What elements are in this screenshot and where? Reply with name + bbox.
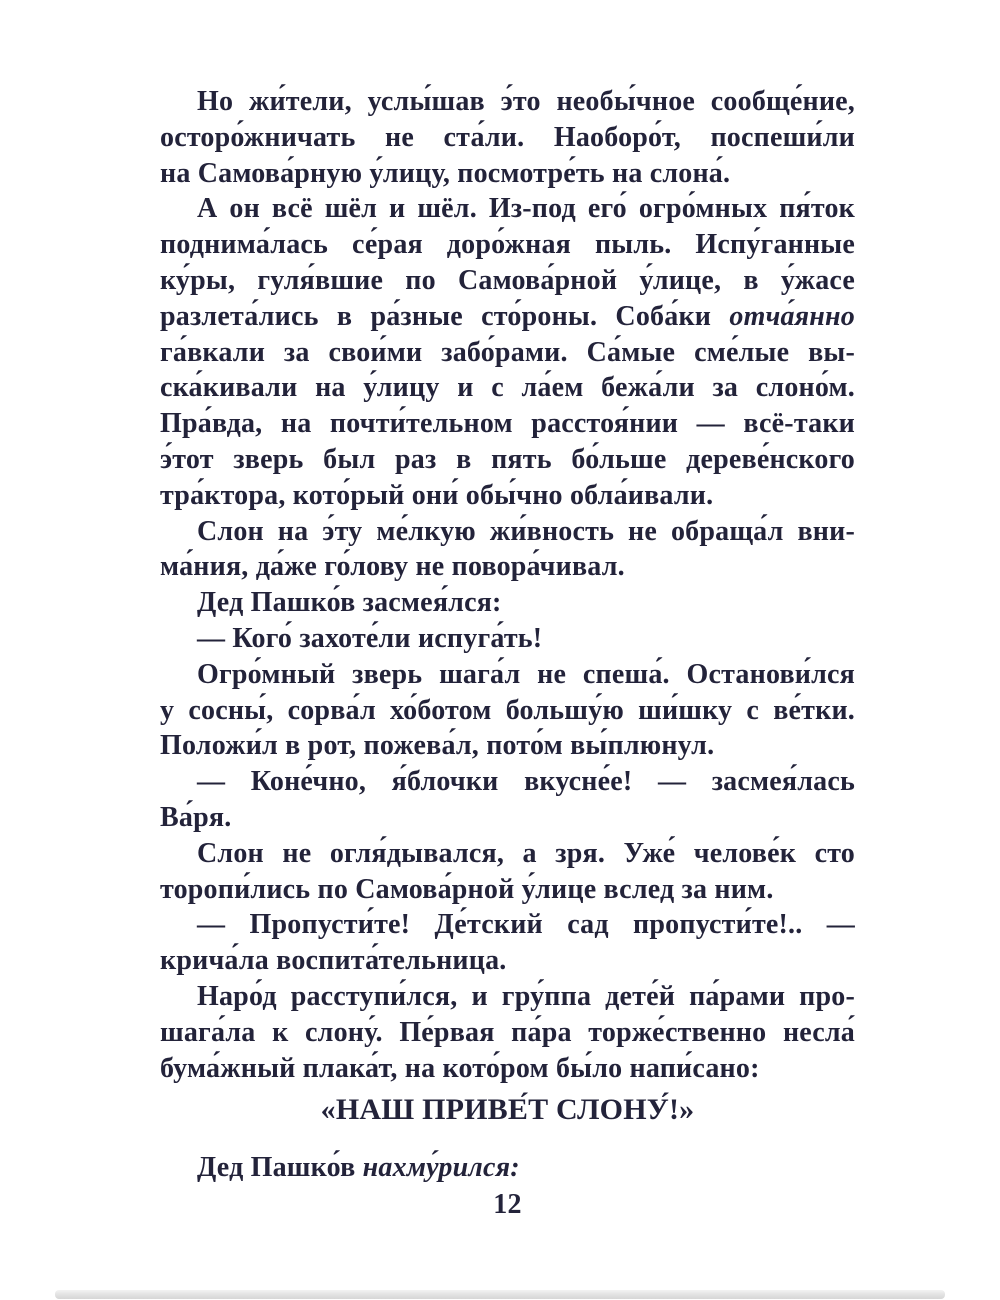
text-body — [160, 84, 855, 1223]
text-line — [160, 1015, 855, 1051]
regular-text: шага́ла к слону́. Пе́рвая па́ра торже́ственно несла́ — [160, 1016, 855, 1048]
text-line — [160, 943, 855, 979]
italic-text: нахму́рился: — [362, 1152, 520, 1184]
regular-text: — Коне́чно, я́блочки вкусне́е! — засмея́лась — [197, 766, 855, 798]
regular-text: га́вкали за свои́ми забо́рами. Са́мые сме́лые вы- — [160, 336, 855, 368]
regular-text: Положи́л в рот, пожева́л, пото́м вы́плюнул. — [160, 730, 715, 762]
paragraphs-bottom — [160, 1150, 855, 1186]
text-line — [160, 585, 855, 621]
poster-banner-text: «НАШ ПРИВЕ́Т СЛОНУ́!» — [320, 1093, 695, 1127]
italic-text: отча́янно — [729, 300, 855, 332]
text-line — [160, 514, 855, 550]
regular-text: Огро́мный зверь шага́л не спеша́. Останови́лся — [197, 658, 855, 690]
regular-text: торопи́лись по Самова́рной у́лице вслед за ним. — [160, 873, 774, 905]
text-line — [160, 478, 855, 514]
regular-text: тра́ктора, кото́рый они́ обы́чно обла́ивали. — [160, 479, 714, 511]
regular-text: у сосны́, сорва́л хо́ботом большу́ю ши́шку с ве́тки. — [160, 694, 855, 726]
text-line — [160, 836, 855, 872]
regular-text: Слон на э́ту ме́лкую жи́вность не обраща́л вни- — [197, 515, 855, 547]
text-line — [160, 442, 855, 478]
regular-text: поднима́лась се́рая доро́жная пыль. Испу́ганные — [160, 229, 855, 261]
regular-text: — Пропусти́те! Де́тский сад пропусти́те!.. — — [197, 909, 855, 941]
regular-text: на Самова́рную у́лицу, посмотре́ть на слона́. — [160, 157, 731, 189]
text-line — [160, 1051, 855, 1087]
text-line — [160, 872, 855, 908]
text-line — [160, 764, 855, 800]
text-line — [160, 370, 855, 406]
regular-text: ма́ния, да́же го́лову не повора́чивал. — [160, 551, 625, 583]
page-number: 12 — [493, 1188, 522, 1220]
regular-text: Пра́вда, на почти́тельном расстоя́нии — всё-таки — [160, 408, 855, 440]
text-line — [160, 657, 855, 693]
regular-text: А он всё шёл и шёл. Из-под его́ огро́мных пя́ток — [197, 193, 855, 225]
text-line — [160, 191, 855, 227]
text-line — [160, 263, 855, 299]
regular-text: разлета́лись в ра́зные сто́роны. Соба́ки — [160, 300, 730, 332]
regular-text: Ва́ря. — [160, 801, 232, 833]
text-line — [160, 728, 855, 764]
regular-text: — Кого́ захоте́ли испуга́ть! — [197, 622, 543, 654]
regular-text: э́тот зверь был раз в пять бо́льше дереве́нского — [160, 443, 855, 475]
regular-text: ска́кивали на у́лицу и с ла́ем бежа́ли за слоно́м. — [160, 372, 855, 404]
regular-text: осторо́жничать не ста́ли. Наоборо́т, поспеши́ли — [160, 121, 855, 153]
regular-text: Наро́д расступи́лся, и гру́ппа дете́й па́рами про- — [197, 980, 855, 1012]
text-line — [160, 156, 855, 192]
text-line — [160, 979, 855, 1015]
regular-text: Дед Пашко́в засмея́лся: — [197, 587, 502, 619]
text-line — [160, 299, 855, 335]
text-line — [160, 406, 855, 442]
text-line — [160, 120, 855, 156]
paragraphs-top — [160, 84, 855, 1086]
regular-text: ку́ры, гуля́вшие по Самова́рной у́лице, в у́жасе — [160, 264, 855, 296]
regular-text: бума́жный плака́т, на кото́ром бы́ло напи́сано: — [160, 1052, 760, 1084]
text-line — [160, 227, 855, 263]
text-line — [160, 335, 855, 371]
text-line — [160, 907, 855, 943]
text-line — [160, 800, 855, 836]
text-line — [160, 549, 855, 585]
regular-text: Дед Пашко́в — [197, 1152, 363, 1184]
regular-text: крича́ла воспита́тельница. — [160, 945, 507, 977]
text-line — [160, 693, 855, 729]
bottom-bar — [55, 1290, 945, 1299]
text-line — [160, 621, 855, 657]
text-line — [160, 84, 855, 120]
regular-text: Но жи́тели, услы́шав э́то необы́чное сообще́ние, — [197, 86, 855, 117]
regular-text: Слон не огля́дывался, а зря. Уже́ челове́к сто — [197, 837, 855, 869]
text-line — [160, 1150, 855, 1186]
